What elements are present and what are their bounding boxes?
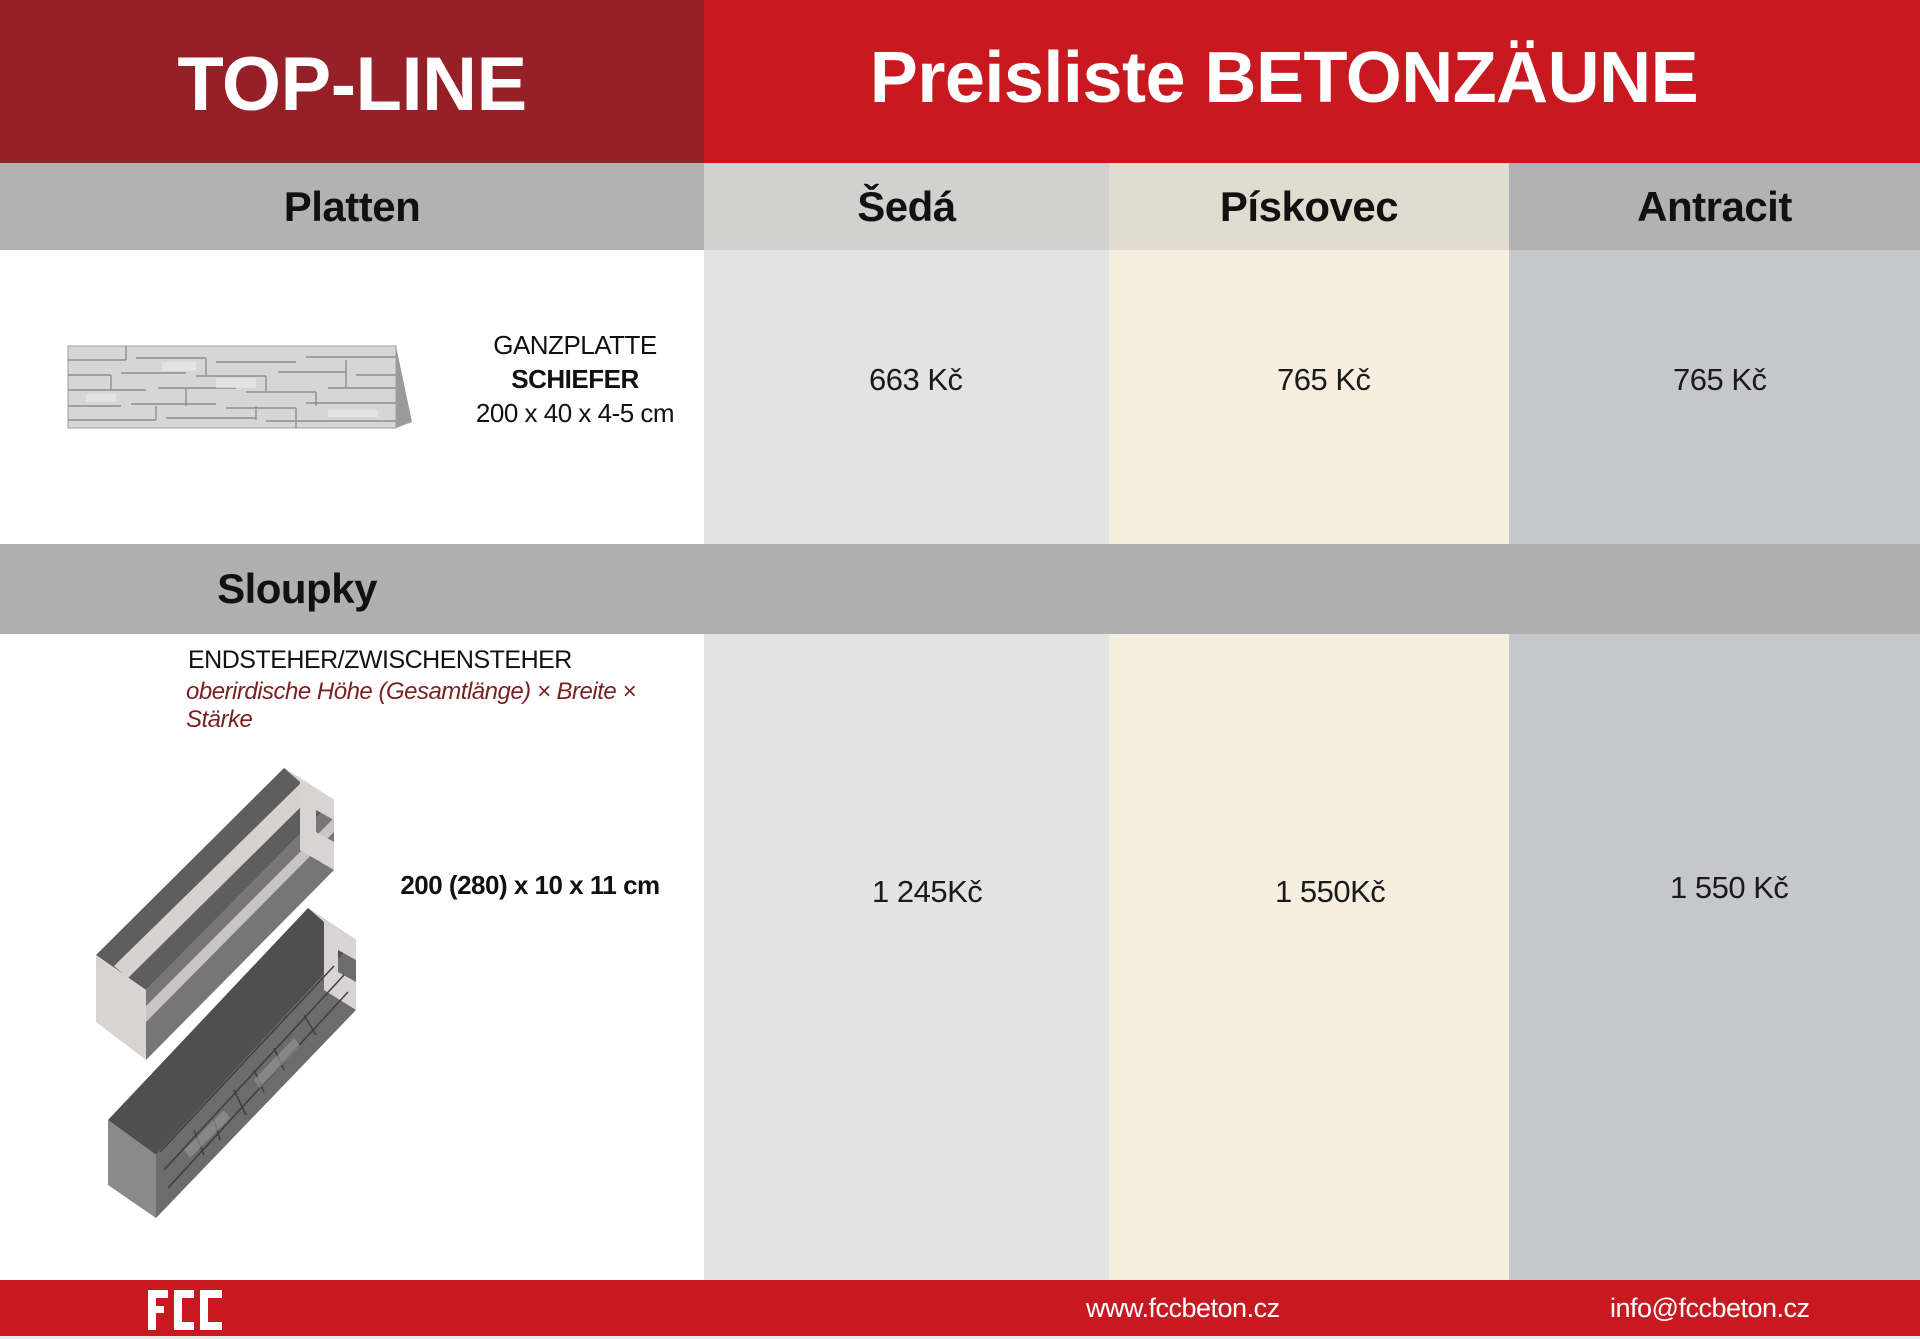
column-header-antracit: Antracit	[1509, 163, 1920, 250]
panel-name: GANZPLATTE	[493, 330, 657, 360]
page-title: Preisliste BETONZÄUNE	[869, 37, 1699, 118]
panel-price-piskovec: 765 Kč	[1277, 362, 1371, 397]
brand-title: TOP-LINE	[177, 42, 527, 127]
post-price-antracit: 1 550 Kč	[1670, 870, 1789, 905]
fcc-logo-icon	[146, 1284, 226, 1334]
column-header-piskovec: Pískovec	[1109, 163, 1509, 250]
panel-type: SCHIEFER	[511, 364, 639, 394]
panel-price-antracit-cell	[1509, 250, 1920, 544]
footer-email-link[interactable]: info@fccbeton.cz	[1610, 1292, 1810, 1323]
section-title: Sloupky	[217, 565, 377, 612]
post-name: ENDSTEHER/ZWISCHENSTEHER	[188, 646, 572, 674]
post-dimension-note: oberirdische Höhe (Gesamtlänge) × Breite × Stärke	[186, 678, 636, 733]
post-dimensions: 200 (280) x 10 x 11 cm	[400, 870, 660, 900]
post-price-piskovec-cell	[1109, 634, 1509, 1280]
post-price-piskovec: 1 550Kč	[1275, 874, 1386, 909]
panel-dimensions: 200 x 40 x 4-5 cm	[475, 398, 675, 428]
panel-price-seda-cell	[704, 250, 1109, 544]
column-header-product: Platten	[0, 163, 704, 250]
panel-price-seda: 663 Kč	[869, 362, 963, 397]
post-price-seda-cell	[704, 634, 1109, 1280]
post-price-antracit-cell	[1509, 634, 1920, 1280]
column-header-seda: Šedá	[704, 163, 1109, 250]
panel-price-antracit: 765 Kč	[1673, 362, 1767, 397]
concrete-posts-image	[94, 760, 364, 1220]
slate-panel-image	[66, 340, 416, 432]
footer-website-link[interactable]: www.fccbeton.cz	[1086, 1292, 1280, 1323]
panel-price-piskovec-cell	[1109, 250, 1509, 544]
post-price-seda: 1 245Kč	[872, 874, 983, 909]
